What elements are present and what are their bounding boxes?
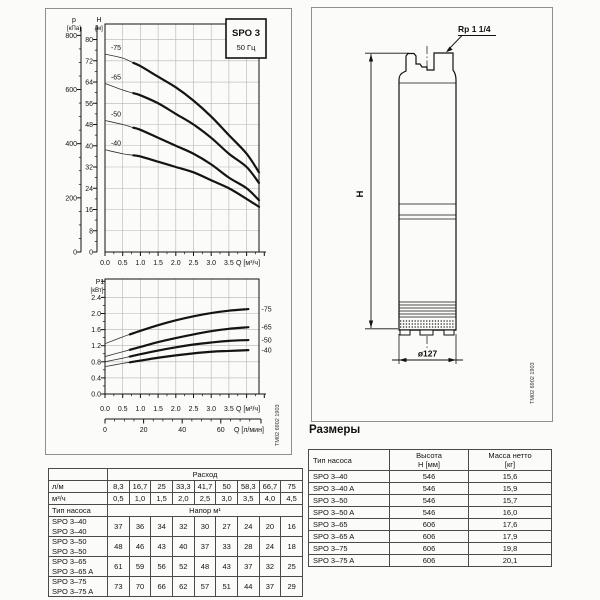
value-cell: 43 xyxy=(151,537,173,557)
svg-text:80: 80 xyxy=(85,37,93,45)
svg-text:8: 8 xyxy=(89,228,93,236)
svg-text:1.5: 1.5 xyxy=(153,406,163,413)
hq-x-axis xyxy=(100,252,266,267)
dim-table-row xyxy=(309,555,552,567)
dim-table-row xyxy=(309,543,552,555)
svg-text:0.5: 0.5 xyxy=(117,260,128,267)
unit-row xyxy=(49,493,303,505)
head-header-cell: Напор м¹ xyxy=(108,505,303,517)
flow-header-row xyxy=(49,469,303,481)
value-cell: 15,7 xyxy=(469,495,552,507)
dim-table-row xyxy=(309,495,552,507)
dim-table-header-cell: Тип насоса xyxy=(309,450,390,471)
svg-text:600: 600 xyxy=(65,87,77,95)
head-data-row xyxy=(49,557,303,577)
svg-text:-40: -40 xyxy=(261,347,272,355)
value-cell: 17,6 xyxy=(469,519,552,531)
value-cell: 29 xyxy=(281,577,303,597)
value-cell: 1,5 xyxy=(151,493,173,505)
value-cell: 32 xyxy=(172,517,194,537)
pump-type-cell: SPO 3–75 SPO 3–75 A xyxy=(49,577,108,597)
svg-text:16: 16 xyxy=(85,207,93,215)
pump-type-cell: SPO 3–65 SPO 3–65 A xyxy=(49,557,108,577)
svg-text:[м]: [м] xyxy=(95,25,103,32)
svg-text:1.6: 1.6 xyxy=(91,327,101,335)
pump-drawing-panel xyxy=(311,7,553,422)
unit-label-cell: м³/ч xyxy=(49,493,108,505)
value-cell: 546 xyxy=(390,471,469,483)
value-cell: 66 xyxy=(151,577,173,597)
dim-table-row xyxy=(309,471,552,483)
value-cell: 48 xyxy=(194,557,216,577)
figure-code xyxy=(275,404,281,446)
value-cell: 25 xyxy=(281,557,303,577)
pump-type-cell: SPO 3–65 A xyxy=(309,531,390,543)
svg-text:0: 0 xyxy=(73,249,77,257)
chart-title-box xyxy=(226,19,266,58)
value-cell: 606 xyxy=(390,555,469,567)
svg-text:H: H xyxy=(355,190,366,198)
svg-text:p: p xyxy=(72,17,76,24)
performance-charts-panel xyxy=(45,8,292,455)
svg-text:-65: -65 xyxy=(261,324,272,332)
value-cell: 44 xyxy=(237,577,259,597)
value-cell: 66,7 xyxy=(259,481,281,493)
value-cell: 75 xyxy=(281,481,303,493)
diameter-dimension xyxy=(392,334,463,364)
p1-x-axis xyxy=(100,394,266,413)
value-cell: 50 xyxy=(216,481,238,493)
svg-text:0: 0 xyxy=(103,427,107,434)
svg-text:[кВт]: [кВт] xyxy=(90,287,104,294)
connection-label xyxy=(446,24,496,52)
value-cell: 30 xyxy=(194,517,216,537)
svg-text:Rp 1 1/4: Rp 1 1/4 xyxy=(458,24,491,34)
value-cell: 56 xyxy=(151,557,173,577)
dim-table-row xyxy=(309,531,552,543)
dim-table-header-cell: Высота H [мм] xyxy=(390,450,469,471)
value-cell: 52 xyxy=(172,557,194,577)
value-cell: 27 xyxy=(216,517,238,537)
unit-row xyxy=(49,481,303,493)
value-cell: 546 xyxy=(390,495,469,507)
svg-text:56: 56 xyxy=(85,100,93,108)
svg-text:-65: -65 xyxy=(110,74,122,82)
svg-text:Q [м³/ч]: Q [м³/ч] xyxy=(236,260,261,267)
svg-text:0.0: 0.0 xyxy=(91,391,101,399)
svg-text:1.5: 1.5 xyxy=(153,260,163,267)
dim-table-row xyxy=(309,507,552,519)
value-cell: 16,7 xyxy=(129,481,151,493)
svg-text:Q [л/мин]: Q [л/мин] xyxy=(234,427,264,434)
value-cell: 46 xyxy=(129,537,151,557)
value-cell: 4,0 xyxy=(259,493,281,505)
value-cell: 19,8 xyxy=(469,543,552,555)
pump-body xyxy=(399,53,456,335)
flow-head-table xyxy=(48,468,303,597)
value-cell: 17,9 xyxy=(469,531,552,543)
svg-text:48: 48 xyxy=(85,122,93,130)
svg-text:72: 72 xyxy=(85,58,93,66)
value-cell: 57 xyxy=(194,577,216,597)
value-cell: 58,3 xyxy=(237,481,259,493)
value-cell: 1,0 xyxy=(129,493,151,505)
svg-text:0.0: 0.0 xyxy=(100,260,110,267)
value-cell: 37 xyxy=(194,537,216,557)
pump-type-cell: SPO 3–65 xyxy=(309,519,390,531)
pump-type-cell: SPO 3–75 xyxy=(309,543,390,555)
svg-text:1.0: 1.0 xyxy=(135,260,146,267)
svg-text:-50: -50 xyxy=(261,337,272,345)
p-axis xyxy=(65,17,81,257)
svg-text:3.5: 3.5 xyxy=(224,406,234,413)
value-cell: 24 xyxy=(237,517,259,537)
value-cell: 15,6 xyxy=(469,471,552,483)
pump-type-cell: SPO 3–40 xyxy=(309,471,390,483)
value-cell: 2,0 xyxy=(172,493,194,505)
svg-text:40: 40 xyxy=(85,143,93,151)
svg-text:P1: P1 xyxy=(95,279,105,286)
flow-header-cell: Расход xyxy=(108,469,303,481)
svg-text:3.0: 3.0 xyxy=(206,260,217,267)
svg-text:Q [м³/ч]: Q [м³/ч] xyxy=(236,406,261,413)
svg-text:1.2: 1.2 xyxy=(91,343,101,351)
dim-table-header-cell: Масса нетто [кг] xyxy=(469,450,552,471)
svg-text:H: H xyxy=(96,17,102,24)
value-cell: 546 xyxy=(390,507,469,519)
dim-table-header-row xyxy=(309,450,552,471)
svg-text:3.5: 3.5 xyxy=(224,260,234,267)
value-cell: 20,1 xyxy=(469,555,552,567)
svg-text:2.0: 2.0 xyxy=(91,311,101,318)
svg-text:0.0: 0.0 xyxy=(100,406,110,413)
value-cell: 18 xyxy=(281,537,303,557)
svg-text:ø127: ø127 xyxy=(417,348,438,359)
svg-text:2.4: 2.4 xyxy=(91,294,101,302)
value-cell: 48 xyxy=(108,537,130,557)
svg-text:0.8: 0.8 xyxy=(91,359,101,367)
value-cell: 20 xyxy=(259,517,281,537)
value-cell: 3,5 xyxy=(237,493,259,505)
lmin-axis xyxy=(103,419,264,434)
value-cell: 25 xyxy=(151,481,173,493)
svg-text:40: 40 xyxy=(178,427,187,434)
value-cell: 2,5 xyxy=(194,493,216,505)
value-cell: 33,3 xyxy=(172,481,194,493)
value-cell: 70 xyxy=(129,577,151,597)
value-cell: 4,5 xyxy=(281,493,303,505)
svg-text:TM02 6902 1903: TM02 6902 1903 xyxy=(275,404,281,446)
svg-text:0: 0 xyxy=(89,249,93,257)
svg-text:2.0: 2.0 xyxy=(170,406,181,413)
curve--40 xyxy=(105,350,248,367)
value-cell: 59 xyxy=(129,557,151,577)
value-cell: 28 xyxy=(237,537,259,557)
pump-type-header-cell: Тип насоса xyxy=(49,505,108,517)
dimensions-table xyxy=(308,449,552,567)
value-cell: 40 xyxy=(172,537,194,557)
value-cell: 24 xyxy=(259,537,281,557)
value-cell: 3,0 xyxy=(216,493,238,505)
value-cell: 36 xyxy=(129,517,151,537)
svg-text:800: 800 xyxy=(65,32,77,40)
hq-curves xyxy=(105,45,259,207)
h-axis xyxy=(85,17,103,257)
value-cell: 51 xyxy=(216,577,238,597)
value-cell: 61 xyxy=(108,557,130,577)
empty-cell xyxy=(49,469,108,481)
dim-table-row xyxy=(309,519,552,531)
svg-text:[кПа]: [кПа] xyxy=(66,25,82,32)
pump-dimension-drawing xyxy=(312,8,552,421)
value-cell: 33 xyxy=(216,537,238,557)
value-cell: 34 xyxy=(151,517,173,537)
head-data-row xyxy=(49,517,303,537)
head-data-row xyxy=(49,577,303,597)
svg-text:TM02 6902 1903: TM02 6902 1903 xyxy=(530,362,536,404)
dimensions-heading: Размеры xyxy=(309,424,361,436)
performance-charts xyxy=(46,9,291,454)
value-cell: 606 xyxy=(390,543,469,555)
pump-type-cell: SPO 3–50 A xyxy=(309,507,390,519)
pump-type-cell: SPO 3–75 A xyxy=(309,555,390,567)
value-cell: 73 xyxy=(108,577,130,597)
value-cell: 546 xyxy=(390,483,469,495)
figure-code xyxy=(530,362,536,404)
value-cell: 0,5 xyxy=(108,493,130,505)
value-cell: 16 xyxy=(281,517,303,537)
pump-type-cell: SPO 3–50 SPO 3–50 xyxy=(49,537,108,557)
svg-text:20: 20 xyxy=(139,427,148,434)
head-data-row xyxy=(49,537,303,557)
svg-text:3.0: 3.0 xyxy=(206,406,217,413)
p1-y-axis xyxy=(91,279,105,399)
value-cell: 41,7 xyxy=(194,481,216,493)
svg-text:-75: -75 xyxy=(261,306,272,314)
dim-table-row xyxy=(309,483,552,495)
svg-text:2.0: 2.0 xyxy=(170,260,181,267)
svg-text:-50: -50 xyxy=(110,111,122,119)
svg-text:64: 64 xyxy=(85,79,93,87)
value-cell: 606 xyxy=(390,519,469,531)
svg-text:-40: -40 xyxy=(110,140,122,148)
svg-text:60: 60 xyxy=(216,427,225,434)
value-cell: 15,9 xyxy=(469,483,552,495)
svg-text:-75: -75 xyxy=(110,45,122,53)
value-cell: 32 xyxy=(259,557,281,577)
unit-label-cell: л/м xyxy=(49,481,108,493)
value-cell: 37 xyxy=(259,577,281,597)
value-cell: 8,3 xyxy=(108,481,130,493)
value-cell: 37 xyxy=(237,557,259,577)
svg-text:32: 32 xyxy=(85,164,93,172)
svg-text:0.5: 0.5 xyxy=(117,406,128,413)
value-cell: 16,0 xyxy=(469,507,552,519)
value-cell: 43 xyxy=(216,557,238,577)
pump-type-cell: SPO 3–40 SPO 3–40 xyxy=(49,517,108,537)
svg-text:1.0: 1.0 xyxy=(135,406,146,413)
value-cell: 606 xyxy=(390,531,469,543)
head-header-row xyxy=(49,505,303,517)
value-cell: 62 xyxy=(172,577,194,597)
svg-text:200: 200 xyxy=(65,195,77,203)
svg-text:2.5: 2.5 xyxy=(188,260,199,267)
svg-text:24: 24 xyxy=(85,185,93,193)
svg-text:0.4: 0.4 xyxy=(91,375,101,383)
svg-text:400: 400 xyxy=(65,141,77,149)
svg-text:SPO 3: SPO 3 xyxy=(232,28,260,39)
svg-text:2.5: 2.5 xyxy=(188,406,199,413)
svg-text:50 Гц: 50 Гц xyxy=(236,43,256,52)
pump-type-cell: SPO 3–50 xyxy=(309,495,390,507)
value-cell: 37 xyxy=(108,517,130,537)
pump-type-cell: SPO 3–40 A xyxy=(309,483,390,495)
